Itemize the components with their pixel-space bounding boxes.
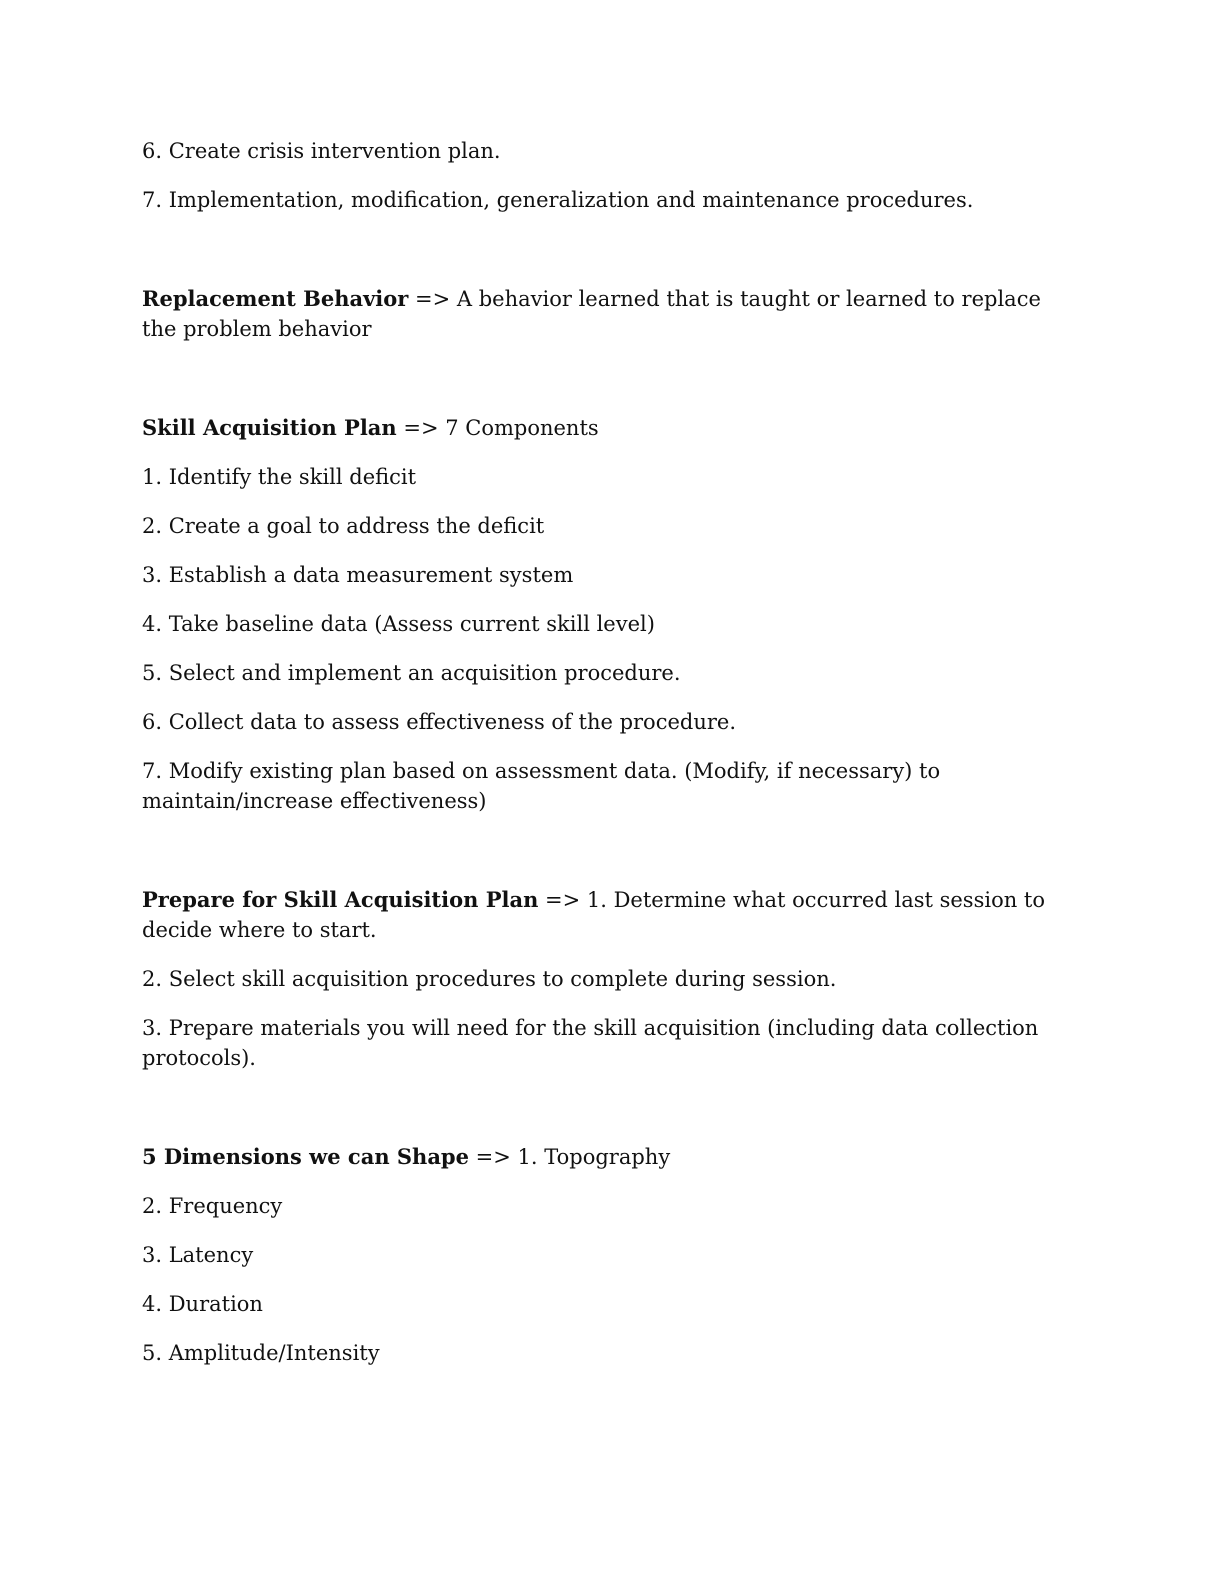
list-item: 5. Amplitude/Intensity — [142, 1341, 380, 1365]
definition-text: => A behavior learned that is taught or learned to replace the problem behavior — [142, 287, 1041, 341]
term-heading: Prepare for Skill Acquisition Plan — [142, 887, 539, 912]
term-heading: Skill Acquisition Plan — [142, 415, 397, 440]
list-item: 5. Select and implement an acquisition procedure. — [142, 661, 681, 685]
list-item: 7. Implementation, modification, generalization and maintenance procedures. — [142, 188, 974, 212]
list-item: 1. Identify the skill deficit — [142, 465, 417, 489]
list-item: 3. Prepare materials you will need for the skill acquisition (including data collection protocols). — [142, 1016, 1039, 1070]
definition-skill-acquisition-plan — [142, 413, 1072, 443]
list-item: 7. Modify existing plan based on assessment data. (Modify, if necessary) to maintain/increase effectiveness) — [142, 759, 941, 813]
list-item: 6. Collect data to assess effectiveness of the procedure. — [142, 710, 736, 734]
definition-prepare-skill-acquisition — [142, 885, 1072, 945]
list-item: 2. Frequency — [142, 1194, 283, 1218]
list-item: 6. Create crisis intervention plan. — [142, 139, 501, 163]
list-item: 2. Create a goal to address the deficit — [142, 514, 545, 538]
definition-text: => 7 Components — [396, 416, 599, 440]
definition-text: => 1. Topography — [468, 1145, 671, 1169]
definition-dimensions — [142, 1142, 1072, 1172]
definition-text: => 1. Determine what occurred last session to decide where to start. — [142, 888, 1045, 942]
definition-replacement-behavior — [142, 284, 1072, 344]
term-heading: 5 Dimensions we can Shape — [142, 1144, 469, 1169]
list-item: 4. Take baseline data (Assess current skill level) — [142, 612, 655, 636]
list-item: 4. Duration — [142, 1292, 263, 1316]
list-item: 3. Establish a data measurement system — [142, 563, 574, 587]
list-item: 3. Latency — [142, 1243, 254, 1267]
document-page — [142, 136, 1072, 1387]
list-item: 2. Select skill acquisition procedures to complete during session. — [142, 967, 837, 991]
term-heading: Replacement Behavior — [142, 286, 409, 311]
